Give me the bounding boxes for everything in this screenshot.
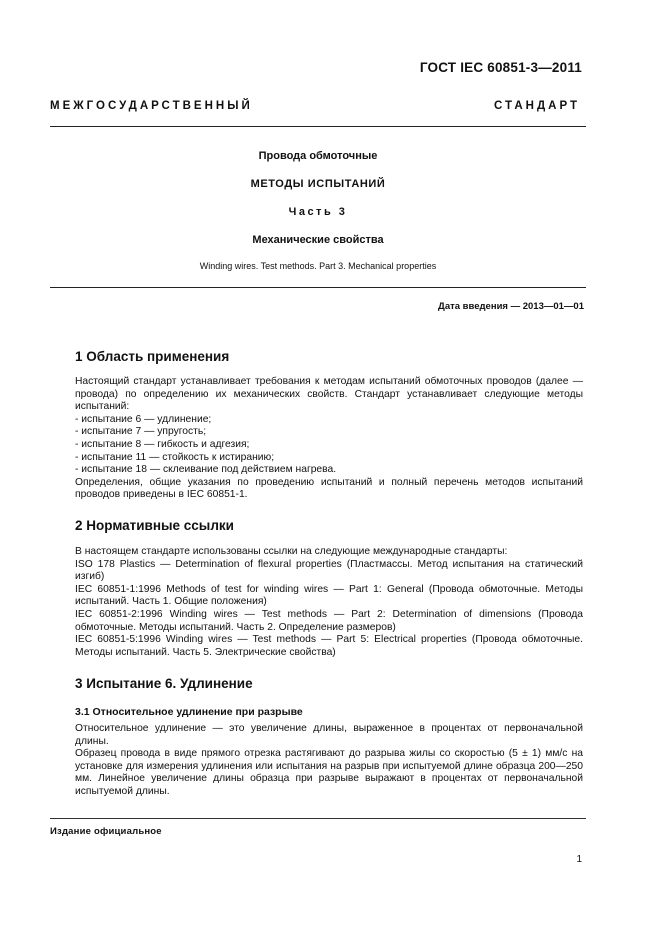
document-code: ГОСТ IEC 60851-3—2011 <box>419 60 582 75</box>
section-1-paragraph-2: Определения, общие указания по проведению испытаний и полный перечень методов испытаний проводов приведены в IEC 60851-1. <box>75 476 583 501</box>
title-part: Часть 3 <box>288 206 348 218</box>
reference-item: IEC 60851-5:1996 Winding wires — Test methods — Part 5: Electrical properties (Провода обмоточные. Методы испытаний. Часть 5. Электрические свойства) <box>75 634 583 658</box>
section-3-paragraph-2: Образец провода в виде прямого отрезка растягивают до разрыва жилы со скоростью (5 ± 1) мм/с на установке для измерения удлинения или испытания на разрыв при испытуемой длине образца 200—250 мм. Линейное увеличение длины образца при разрыве выражают в процентах от первоначальной испытуемой длины. <box>75 748 583 797</box>
list-item: - испытание 11 — стойкость к истиранию; <box>75 451 275 463</box>
reference-item: IEC 60851-2:1996 Winding wires — Test methods — Part 2: Determination of dimensions (Провода обмоточные. Методы испытаний. Часть 2. Определение размеров) <box>75 608 583 633</box>
section-2-heading: 2 Нормативные ссылки <box>75 518 234 533</box>
section-1-heading: 1 Область применения <box>75 349 230 364</box>
section-2-body <box>75 546 583 659</box>
official-edition-label: Издание официальное <box>50 826 162 837</box>
reference-item: IEC 60851-1:1996 Methods of test for winding wires — Part 1: General (Провода обмоточные. Методы испытаний. Часть 1. Общие положения) <box>75 583 583 608</box>
list-item: - испытание 6 — удлинение; <box>75 413 212 425</box>
list-item: - испытание 8 — гибкость и адгезия; <box>75 438 250 450</box>
title-methods: МЕТОДЫ ИСПЫТАНИЙ <box>250 178 386 190</box>
section-2-intro: В настоящем стандарте использованы ссылки на следующие международные стандарты: <box>75 546 508 557</box>
list-item: - испытание 7 — упругость; <box>75 426 207 438</box>
title-main: Провода обмоточные <box>258 150 378 162</box>
section-3-paragraph-1: Относительное удлинение — это увеличение длины, выраженное в процентах от первоначальной длины. <box>75 723 583 747</box>
section-3-body <box>75 723 583 799</box>
test-methods-list <box>75 414 583 477</box>
title-english: Winding wires. Test methods. Part 3. Mechanical properties <box>199 261 437 271</box>
title-divider <box>50 287 586 288</box>
list-item: - испытание 18 — склеивание под действием нагрева. <box>75 464 337 476</box>
header-divider <box>50 126 586 127</box>
section-1-paragraph: Настоящий стандарт устанавливает требования к методам испытаний обмоточных проводов (далее — провода) по определению их механических свойств. Стандарт устанавливает следующие методы испытаний: <box>75 376 583 413</box>
page-number: 1 <box>576 854 582 865</box>
section-3-1-heading: 3.1 Относительное удлинение при разрыве <box>75 706 303 718</box>
footer-divider <box>50 818 586 819</box>
title-subtitle: Механические свойства <box>252 234 384 246</box>
section-1-body <box>75 376 583 502</box>
interstate-standard-banner: МЕЖГОСУДАРСТВЕННЫЙ СТАНДАРТ <box>50 100 580 112</box>
reference-item: ISO 178 Plastics — Determination of flexural properties (Пластмассы. Метод испытания на статический изгиб) <box>75 558 583 583</box>
introduction-date: Дата введения — 2013—01—01 <box>438 301 584 312</box>
section-3-heading: 3 Испытание 6. Удлинение <box>75 676 253 691</box>
